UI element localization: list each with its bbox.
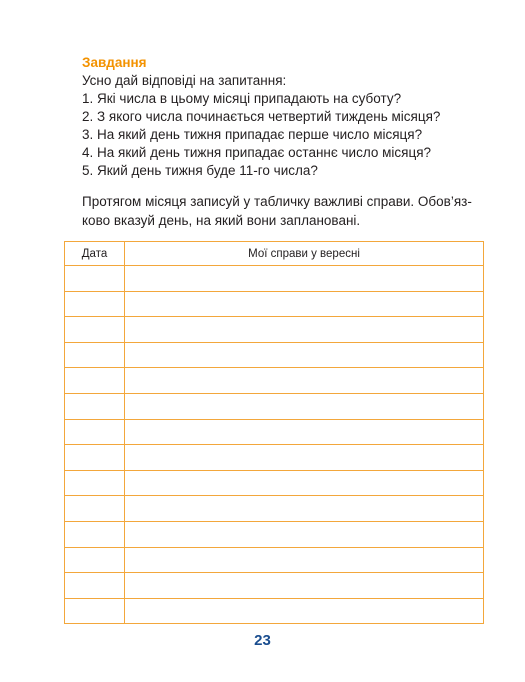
date-cell[interactable]: [65, 317, 125, 343]
plan-cell[interactable]: [125, 547, 484, 573]
table-row: [65, 445, 484, 471]
table-row: [65, 598, 484, 624]
table-header-row: [65, 242, 484, 266]
plan-cell[interactable]: [125, 317, 484, 343]
plan-cell[interactable]: [125, 598, 484, 624]
question-item: 4. На який день тижня припадає останнє число місяця?: [82, 145, 432, 160]
date-cell[interactable]: [65, 598, 125, 624]
task-title: Завдання: [82, 55, 147, 70]
plan-cell[interactable]: [125, 470, 484, 496]
plans-column-header: Мої справи у вересні: [125, 242, 484, 266]
date-cell[interactable]: [65, 573, 125, 599]
date-column-header: Дата: [65, 242, 125, 266]
question-list: [82, 90, 502, 180]
table-row: [65, 547, 484, 573]
plan-cell[interactable]: [125, 291, 484, 317]
table-row: [65, 266, 484, 292]
date-cell[interactable]: [65, 496, 125, 522]
question-item: 1. Які числа в цьому місяці припадають на суботу?: [82, 91, 402, 106]
page-number: 23: [254, 632, 271, 649]
date-cell[interactable]: [65, 266, 125, 292]
task-intro: Усно дай відповіді на запитання:: [82, 73, 287, 88]
date-cell[interactable]: [65, 291, 125, 317]
plan-cell[interactable]: [125, 419, 484, 445]
date-cell[interactable]: [65, 419, 125, 445]
table-row: [65, 573, 484, 599]
plan-cell[interactable]: [125, 496, 484, 522]
table-row: [65, 291, 484, 317]
table-body: [65, 266, 484, 624]
instructions-line-2: ково вказуй день, на який вони заплановані.: [82, 213, 361, 228]
date-cell[interactable]: [65, 393, 125, 419]
table-row: [65, 317, 484, 343]
date-cell[interactable]: [65, 521, 125, 547]
instructions-line-1: Протягом місяця записуй у табличку важливі справи. Обов’яз-: [82, 194, 472, 209]
table-row: [65, 496, 484, 522]
table-row: [65, 342, 484, 368]
table-row: [65, 470, 484, 496]
question-item: 3. На який день тижня припадає перше число місяця?: [82, 127, 423, 142]
date-cell[interactable]: [65, 342, 125, 368]
instructions-paragraph: [82, 192, 487, 230]
date-cell[interactable]: [65, 547, 125, 573]
plan-cell[interactable]: [125, 393, 484, 419]
question-item: 2. З якого числа починається четвертий тиждень місяця?: [82, 109, 441, 124]
plan-cell[interactable]: [125, 521, 484, 547]
table-row: [65, 521, 484, 547]
plan-cell[interactable]: [125, 573, 484, 599]
table-row: [65, 393, 484, 419]
plan-cell[interactable]: [125, 266, 484, 292]
plans-table: [64, 241, 484, 624]
date-cell[interactable]: [65, 470, 125, 496]
question-item: 5. Який день тижня буде 11-го числа?: [82, 163, 318, 178]
task-block: [82, 54, 502, 180]
plan-cell[interactable]: [125, 342, 484, 368]
table-row: [65, 419, 484, 445]
table-row: [65, 368, 484, 394]
date-cell[interactable]: [65, 445, 125, 471]
plan-cell[interactable]: [125, 445, 484, 471]
plan-cell[interactable]: [125, 368, 484, 394]
date-cell[interactable]: [65, 368, 125, 394]
